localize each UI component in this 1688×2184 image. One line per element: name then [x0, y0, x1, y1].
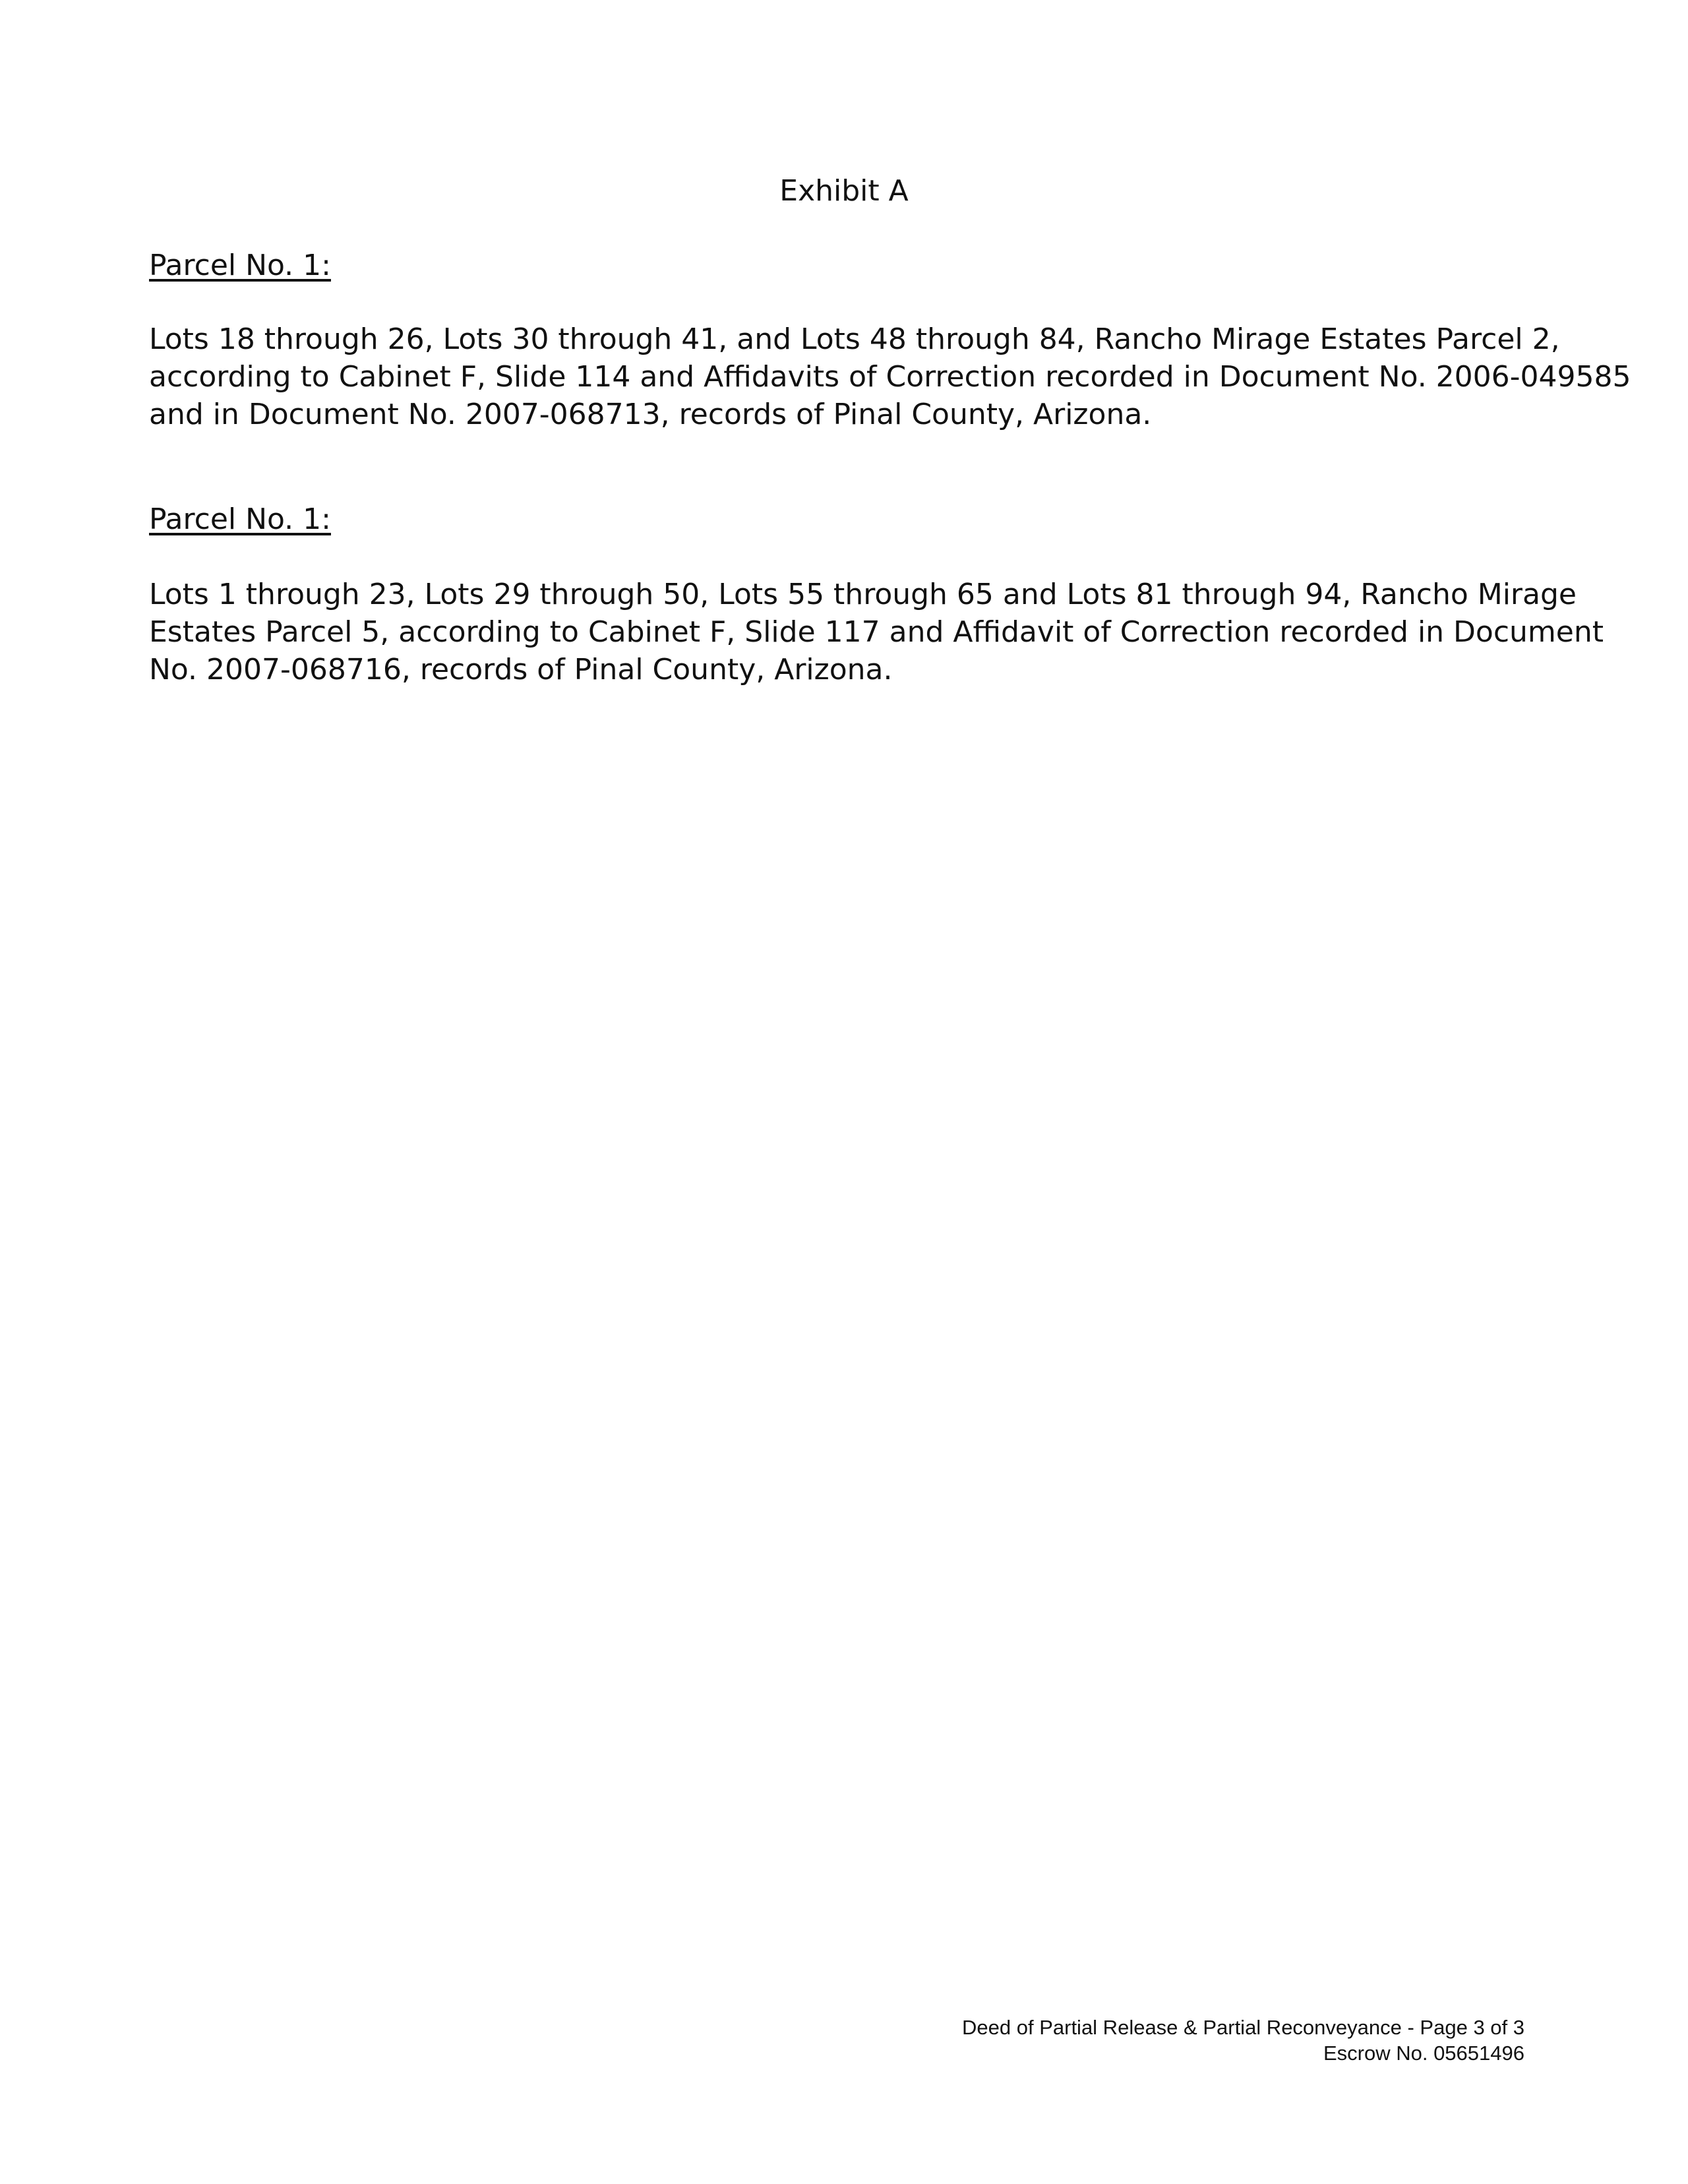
- parcel-2-description-line: No. 2007-068716, records of Pinal County, Arizona.: [149, 653, 893, 686]
- footer-document-title: Deed of Partial Release & Partial Reconveyance - Page 3 of 3: [962, 2016, 1524, 2039]
- parcel-1-description: [149, 320, 1631, 433]
- parcel-2-description: [149, 576, 1604, 688]
- page-footer: [962, 2015, 1524, 2066]
- exhibit-title: Exhibit A: [779, 174, 909, 208]
- parcel-2-heading: Parcel No. 1:: [149, 502, 331, 536]
- parcel-2-description-line: Lots 1 through 23, Lots 29 through 50, Lots 55 through 65 and Lots 81 through 94, Rancho Mirage: [149, 578, 1577, 611]
- parcel-1-description-line: according to Cabinet F, Slide 114 and Affidavits of Correction recorded in Document No. 2006-049585: [149, 360, 1631, 394]
- footer-escrow-number: Escrow No. 05651496: [1323, 2042, 1524, 2065]
- parcel-1-description-line: Lots 18 through 26, Lots 30 through 41, and Lots 48 through 84, Rancho Mirage Estates Parcel 2,: [149, 322, 1560, 356]
- parcel-1-heading: Parcel No. 1:: [149, 249, 331, 282]
- parcel-2-description-line: Estates Parcel 5, according to Cabinet F, Slide 117 and Affidavit of Correction recorded in Document: [149, 615, 1604, 649]
- parcel-1-description-line: and in Document No. 2007-068713, records of Pinal County, Arizona.: [149, 398, 1152, 431]
